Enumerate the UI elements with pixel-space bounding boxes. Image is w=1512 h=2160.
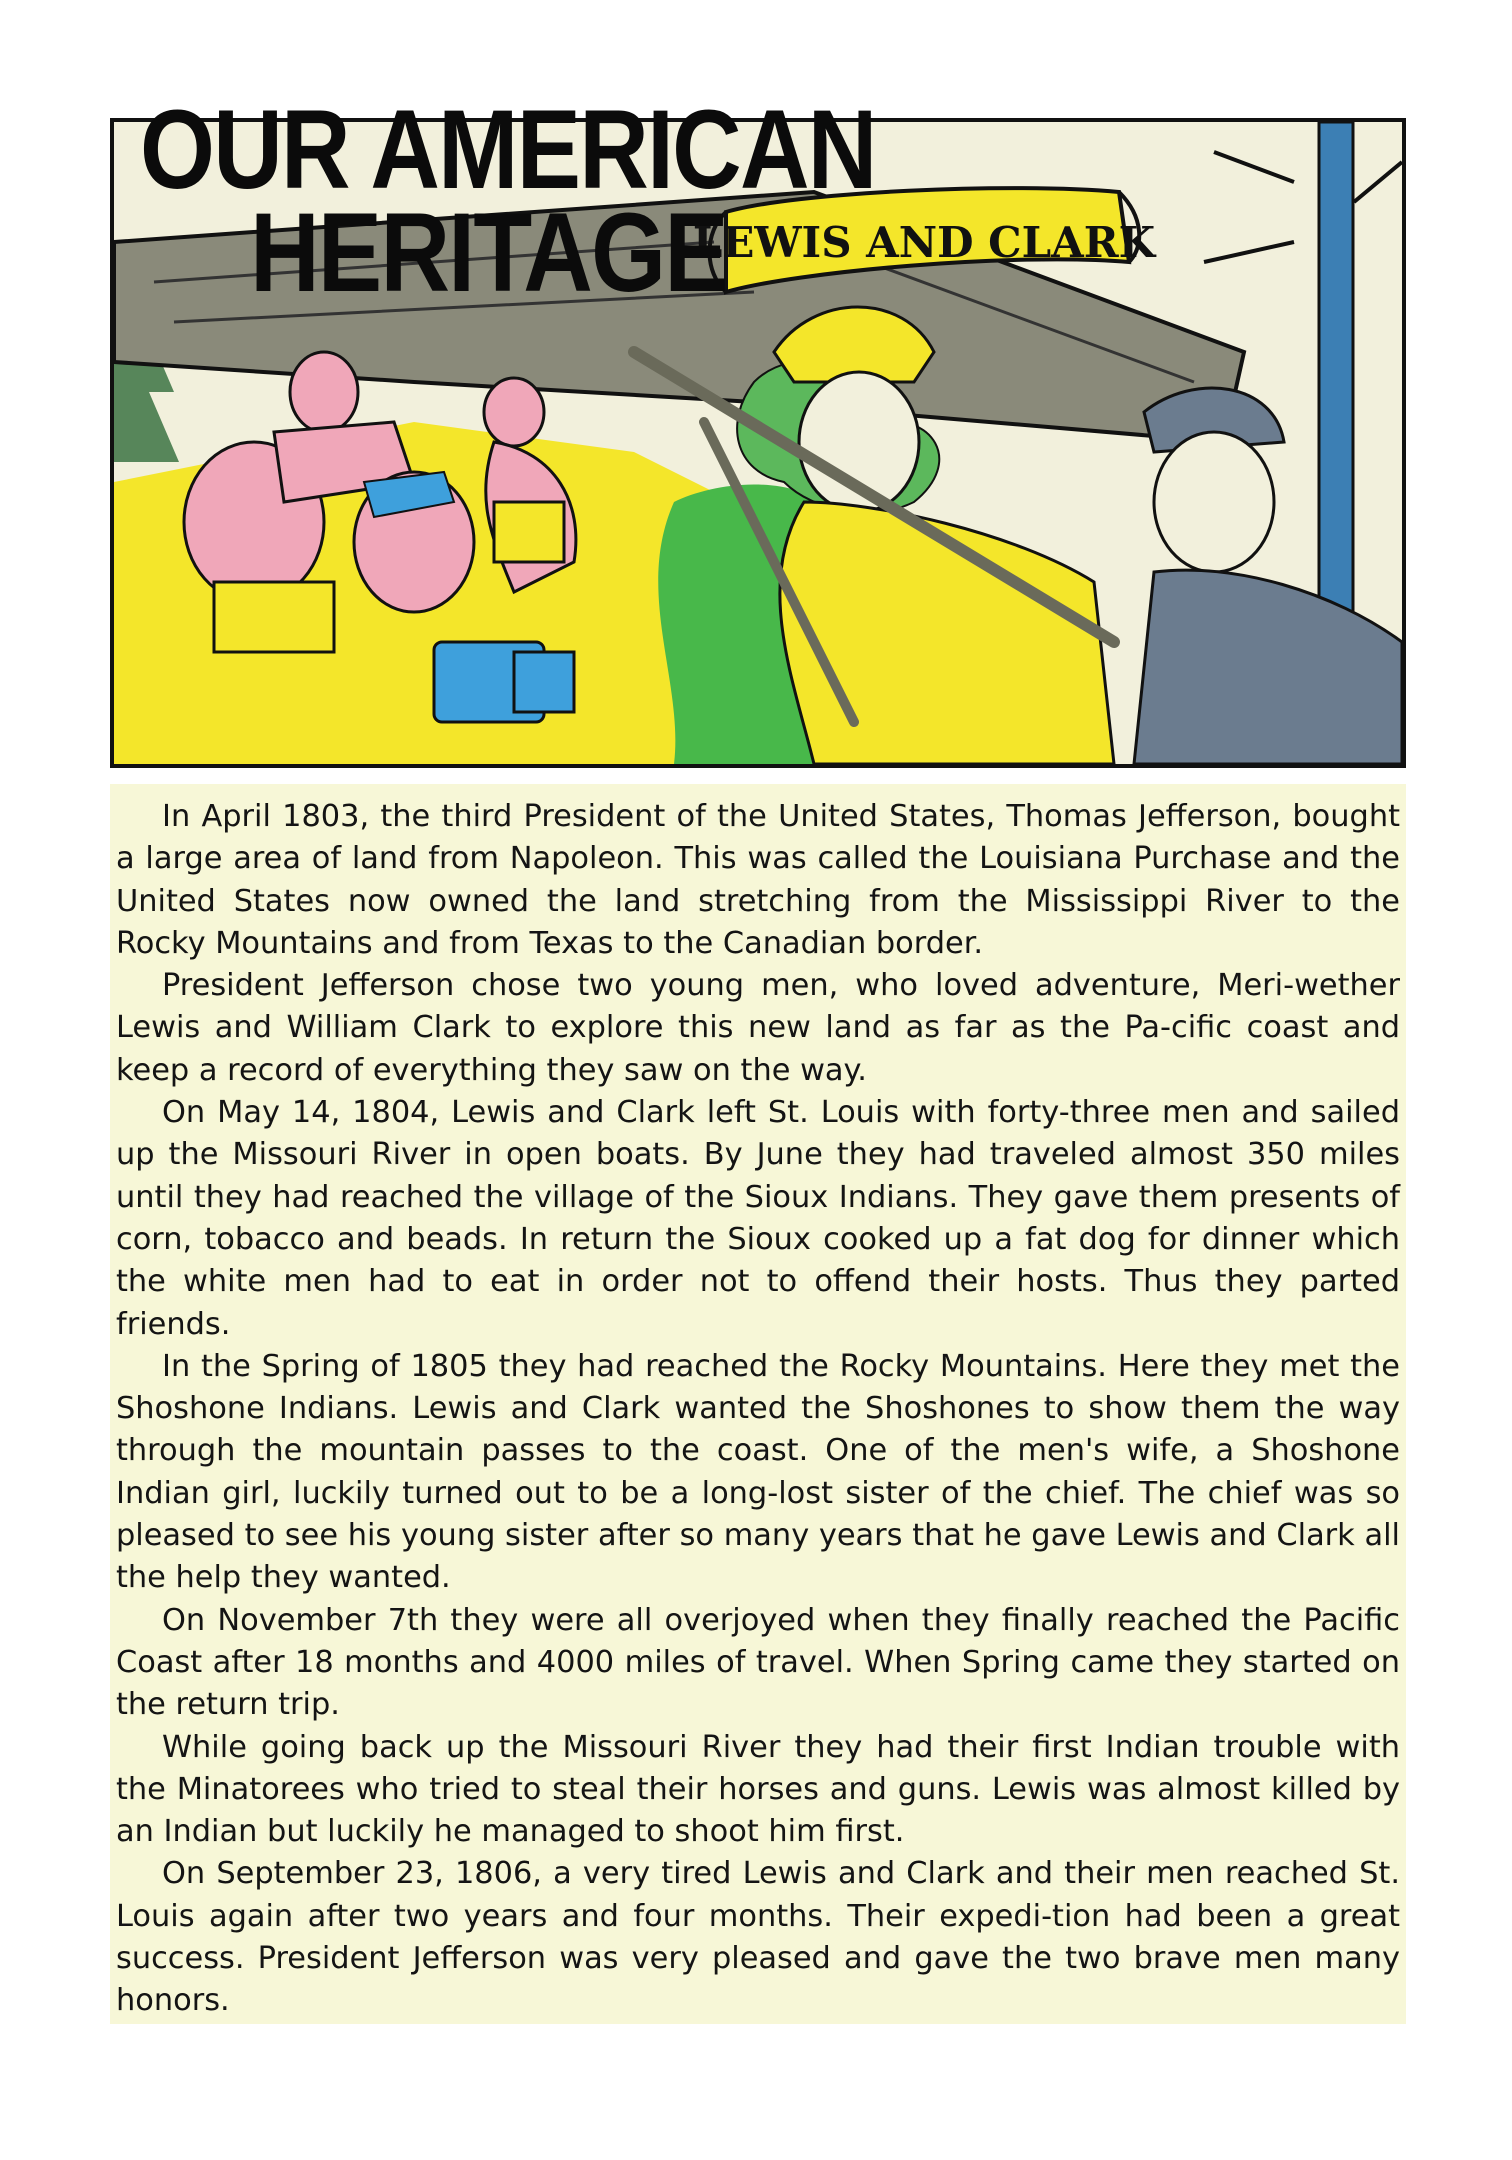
paragraph-2: President Jefferson chose two young men, who loved adventure, Meri-wether Lewis and William Clark to explore this new land as far as the Pa-cific coast and keep a record of everything they saw on the way. bbox=[116, 968, 1400, 1088]
paragraph-5: On November 7th they were all overjoyed when they finally reached the Pacific Coast after 18 months and 4000 miles of travel. When Spring came they started on the return trip. bbox=[116, 1602, 1400, 1723]
page-title bbox=[140, 87, 876, 316]
explorer-face-2 bbox=[1154, 432, 1274, 572]
paragraph-1: In April 1803, the third President of the United States, Thomas Jefferson, bought a large area of land from Napoleon. This was called the Louisiana Purchase and the United States now owned the land stretching from the Mississippi River to the Rocky Mountains and from Texas to the Canadian border. bbox=[116, 799, 1400, 961]
title-line-2: HERITAGE bbox=[250, 190, 727, 316]
banner-text: LEWIS AND CLARK bbox=[692, 218, 1156, 267]
title-line-1: OUR AMERICAN bbox=[140, 87, 876, 212]
paragraph-4: In the Spring of 1805 they had reached the Rocky Mountains. Here they met the Shoshone Indians. Lewis and Clark wanted the Shoshones to show them the way through the mountain passes to the coast. One of the men's wife, a Shoshone Indian girl, luckily turned out to be a long-lost sister of the chief. The chief was so pleased to see his young sister after so many years that he gave Lewis and Clark all the help they wanted. bbox=[116, 1348, 1400, 1596]
paragraph-6: While going back up the Missouri River they had their first Indian trouble with the Minatorees who tried to steal their horses and guns. Lewis was almost killed by an Indian but luckily he managed to shoot him first. bbox=[116, 1729, 1400, 1850]
article-text bbox=[116, 796, 1400, 2023]
paragraph-7: On September 23, 1806, a very tired Lewis and Clark and their men reached St. Louis again after two years and four months. Their expedi-tion had been a great success. President Jefferson was very pleased and gave the two brave men many honors. bbox=[116, 1856, 1400, 2019]
paragraph-3: On May 14, 1804, Lewis and Clark left St. Louis with forty-three men and sailed up the Missouri River in open boats. By June they had traveled almost 350 miles until they had reached the village of the Sioux Indians. They gave them presents of corn, tobacco and beads. In return the Sioux cooked up a fat dog for dinner which the white men had to eat in order not to offend their hosts. Thus they parted friends. bbox=[116, 1095, 1400, 1342]
